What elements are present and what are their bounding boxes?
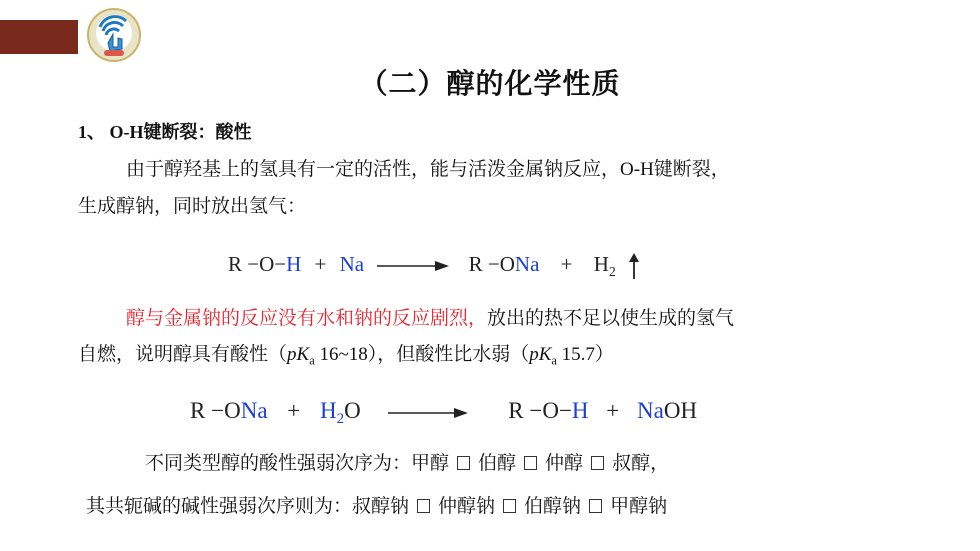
eq1-plus: + bbox=[314, 252, 327, 276]
section-heading bbox=[78, 118, 252, 144]
eq2-plus: + bbox=[606, 398, 620, 423]
basicity-item: 仲醇钠 bbox=[438, 495, 496, 517]
eq1-na: Na bbox=[339, 252, 365, 276]
eq2-plus: + bbox=[287, 398, 301, 423]
eq2-oh: OH bbox=[663, 398, 698, 423]
paragraph-1 bbox=[78, 151, 918, 224]
para2-text-a: 放出的热不足以使生成的氢气 bbox=[487, 307, 735, 329]
heading-text: 键断裂：酸性 bbox=[143, 122, 252, 143]
eq2-dash: − bbox=[558, 398, 572, 423]
para2-pka: pK bbox=[287, 344, 310, 365]
para2-pka-sub: a bbox=[551, 353, 557, 368]
logo-icon bbox=[86, 7, 142, 63]
para1-text-c: 键断裂， bbox=[653, 158, 730, 180]
para2-text-d: ） bbox=[594, 343, 614, 365]
eq1-r: R bbox=[228, 252, 243, 276]
eq2-h2: H bbox=[571, 398, 589, 423]
eq2-na: Na bbox=[240, 398, 268, 423]
acidity-item: 仲醇 bbox=[545, 452, 584, 474]
acidity-item: 叔醇， bbox=[612, 452, 670, 474]
right-arrow-icon bbox=[386, 406, 472, 420]
comparison-box-icon bbox=[457, 456, 470, 470]
eq2-r: R bbox=[190, 398, 206, 423]
eq1-plus: + bbox=[560, 252, 573, 276]
basicity-item: 甲醇钠 bbox=[610, 495, 668, 517]
para1-text-d: 生成醇钠，同时放出氢气： bbox=[78, 195, 307, 217]
para1-text-a: 由于醇羟基上的氢具有一定的活性，能与活泼金属钠反应， bbox=[126, 158, 621, 180]
eq1-o2: O bbox=[499, 252, 515, 276]
para2-red-text: 醇与金属钠的反应没有水和钠的反应剧烈， bbox=[126, 307, 488, 329]
basicity-order-line bbox=[86, 491, 667, 518]
eq2-h2-sub: 2 bbox=[336, 411, 345, 428]
equation-2 bbox=[190, 398, 697, 428]
up-arrow-icon bbox=[627, 252, 641, 280]
page-title: （二）醇的化学性质 bbox=[359, 67, 621, 100]
comparison-box-icon bbox=[503, 499, 516, 513]
eq1-dash: − bbox=[274, 252, 287, 276]
eq1-h2: H bbox=[593, 252, 609, 276]
eq1-h2-sub: 2 bbox=[608, 263, 616, 279]
eq1-h: H bbox=[286, 252, 302, 276]
eq1-r2: R bbox=[468, 252, 483, 276]
right-arrow-icon bbox=[375, 259, 453, 273]
paragraph-2 bbox=[78, 300, 918, 378]
eq2-r2: R bbox=[508, 398, 524, 423]
para2-pka-sub: a bbox=[309, 353, 315, 368]
comparison-box-icon bbox=[524, 456, 537, 470]
para2-text-b: 自燃，说明醇具有酸性（ bbox=[78, 343, 288, 365]
comparison-box-icon bbox=[591, 456, 604, 470]
eq2-na2: Na bbox=[637, 398, 664, 423]
eq1-na2: Na bbox=[514, 252, 540, 276]
acidity-order-line bbox=[145, 448, 669, 475]
eq1-dash: − bbox=[487, 252, 500, 276]
eq2-o3: O bbox=[542, 398, 559, 423]
eq1-o: O bbox=[259, 252, 275, 276]
eq2-o: O bbox=[224, 398, 241, 423]
comparison-box-icon bbox=[417, 499, 430, 513]
equation-1 bbox=[228, 252, 641, 280]
basicity-item: 叔醇钠 bbox=[352, 495, 410, 517]
acidity-order-prefix: 不同类型醇的酸性强弱次序为： bbox=[145, 452, 412, 474]
acidity-item: 伯醇 bbox=[478, 452, 517, 474]
para2-pka: pK bbox=[529, 344, 552, 365]
eq2-dash: − bbox=[211, 398, 225, 423]
basicity-order-prefix: 其共轭碱的碱性强弱次序则为： bbox=[86, 495, 353, 517]
para2-text-c: ），但酸性比水弱（ bbox=[367, 343, 530, 365]
eq1-dash: − bbox=[247, 252, 260, 276]
basicity-item: 伯醇钠 bbox=[524, 495, 582, 517]
accent-bar bbox=[0, 20, 78, 54]
para2-value-1: 16~18 bbox=[314, 344, 368, 365]
comparison-box-icon bbox=[589, 499, 602, 513]
para1-oh: O-H bbox=[620, 159, 654, 180]
heading-number: 1、 O-H bbox=[78, 122, 144, 142]
acidity-item: 甲醇 bbox=[411, 452, 450, 474]
para2-value-2: 15.7 bbox=[556, 344, 595, 365]
eq2-h: H bbox=[320, 398, 337, 423]
eq2-dash: − bbox=[529, 398, 543, 423]
eq2-o2: O bbox=[344, 398, 361, 423]
